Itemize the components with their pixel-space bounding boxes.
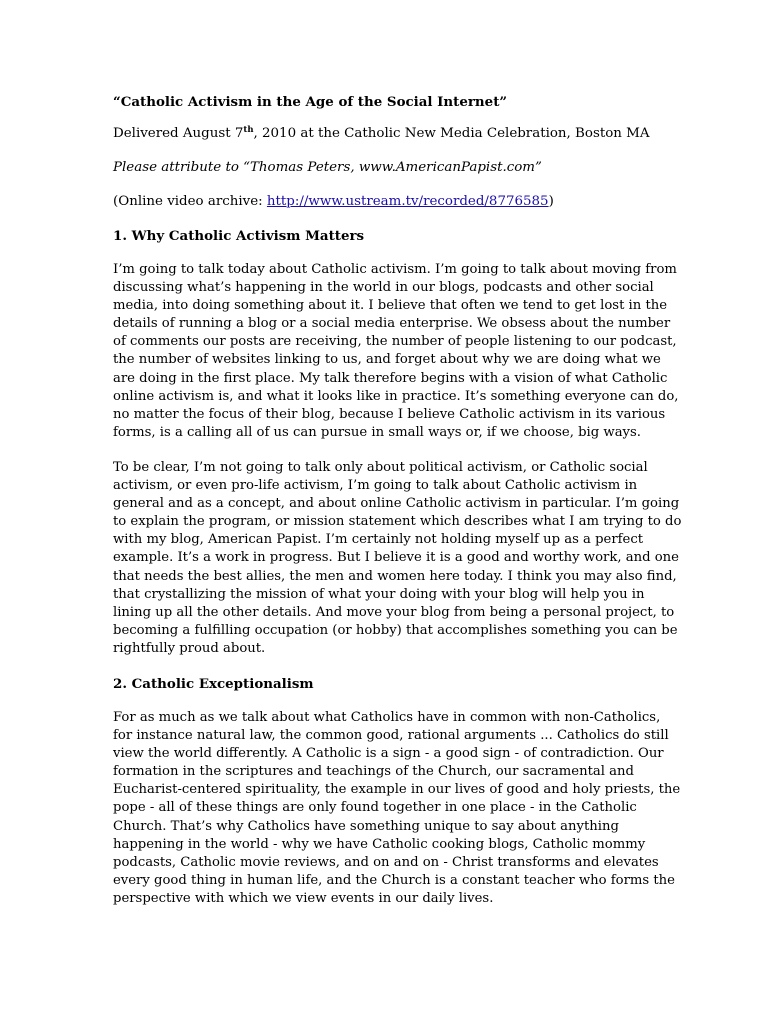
video-archive-link[interactable]: http://www.ustream.tv/recorded/8776585 [266, 194, 549, 209]
video-archive-suffix: ) [548, 194, 554, 209]
text-line: for instance natural law, the common good, rational arguments ... Catholics do still [113, 728, 669, 744]
attribution-note: Please attribute to “Thomas Peters, www.AmericanPapist.com” [113, 160, 542, 175]
text-line: For as much as we talk about what Catholics have in common with non-Catholics, [113, 709, 661, 725]
text-line: rightfully proud about. [113, 640, 266, 656]
delivery-prefix: Delivered August 7 [113, 126, 244, 141]
text-line: view the world differently. A Catholic is a sign - a good sign - of contradiction. Our [113, 746, 664, 762]
text-line: that crystallizing the mission of what your doing with your blog will help you in [113, 586, 645, 602]
text-line: no matter the focus of their blog, because I believe Catholic activism in its various [113, 406, 666, 422]
document-page [113, 93, 682, 925]
text-line: with my blog, American Papist. I’m certainly not holding myself up as a perfect [113, 532, 644, 548]
text-line: to explain the program, or mission statement which describes what I am trying to do [113, 514, 682, 530]
section-heading-why-activism: 1. Why Catholic Activism Matters [113, 228, 365, 244]
text-line: every good thing in human life, and the Church is a constant teacher who forms the [113, 872, 675, 888]
text-line: example. It’s a work in progress. But I believe it is a good and worthy work, and one [113, 550, 679, 566]
text-line: media, into doing something about it. I believe that often we tend to get lost in the [113, 298, 668, 314]
delivery-info [113, 125, 658, 143]
text-line: online activism is, and what it looks like in practice. It’s something everyone can do, [113, 388, 679, 404]
text-line: general and as a concept, and about online Catholic activism in particular. I’m going [113, 496, 680, 512]
text-line: Eucharist-centered spirituality, the example in our lives of good and holy priests, the [113, 782, 681, 798]
text-line: podcasts, Catholic movie reviews, and on and on - Christ transforms and elevates [113, 854, 659, 870]
text-line: happening in the world - why we have Catholic cooking blogs, Catholic mommy [113, 836, 646, 852]
text-line: discussing what’s happening in the world in our blogs, podcasts and other social [113, 280, 654, 296]
section-heading-exceptionalism: 2. Catholic Exceptionalism [113, 675, 314, 692]
text-line: becoming a fulfilling occupation (or hobby) that accomplishes something you can be [113, 622, 678, 638]
text-line: lining up all the other details. And move your blog from being a personal project, to [113, 604, 675, 620]
text-line: details of running a blog or a social media enterprise. We obsess about the number [113, 316, 671, 332]
document-title: “Catholic Activism in the Age of the Social Internet” [113, 94, 508, 110]
text-line: I’m going to talk today about Catholic activism. I’m going to talk about moving from [113, 262, 677, 277]
text-line: formation in the scriptures and teachings of the Church, our sacramental and [113, 764, 634, 780]
text-line: activism, or even pro-life activism, I’m going to talk about Catholic activism in [113, 478, 638, 494]
delivery-superscript: th [243, 125, 254, 135]
text-line: Church. That’s why Catholics have something unique to say about anything [113, 818, 619, 834]
video-archive-prefix: (Online video archive: [113, 194, 267, 209]
text-line: pope - all of these things are only found together in one place - in the Catholic [113, 800, 637, 816]
text-line: the number of websites linking to us, and forget about why we are doing what we [113, 352, 661, 368]
delivery-suffix: , 2010 at the Catholic New Media Celebration, Boston MA [253, 126, 650, 141]
text-line: of comments our posts are receiving, the number of people listening to our podcast, [113, 334, 677, 350]
text-line: To be clear, I’m not going to talk only about political activism, or Catholic social [113, 459, 648, 475]
video-archive [113, 193, 658, 211]
section2-paragraph1 [113, 709, 681, 908]
text-line: perspective with which we view events in our daily lives. [113, 890, 494, 906]
text-line: are doing in the first place. My talk therefore begins with a vision of what Catholic [113, 370, 668, 386]
text-line: that needs the best allies, the men and women here today. I think you may also find, [113, 568, 677, 584]
section1-paragraph2 [113, 459, 682, 658]
text-line: forms, is a calling all of us can pursue in small ways or, if we choose, big ways. [113, 424, 641, 440]
section1-paragraph1 [113, 261, 679, 442]
